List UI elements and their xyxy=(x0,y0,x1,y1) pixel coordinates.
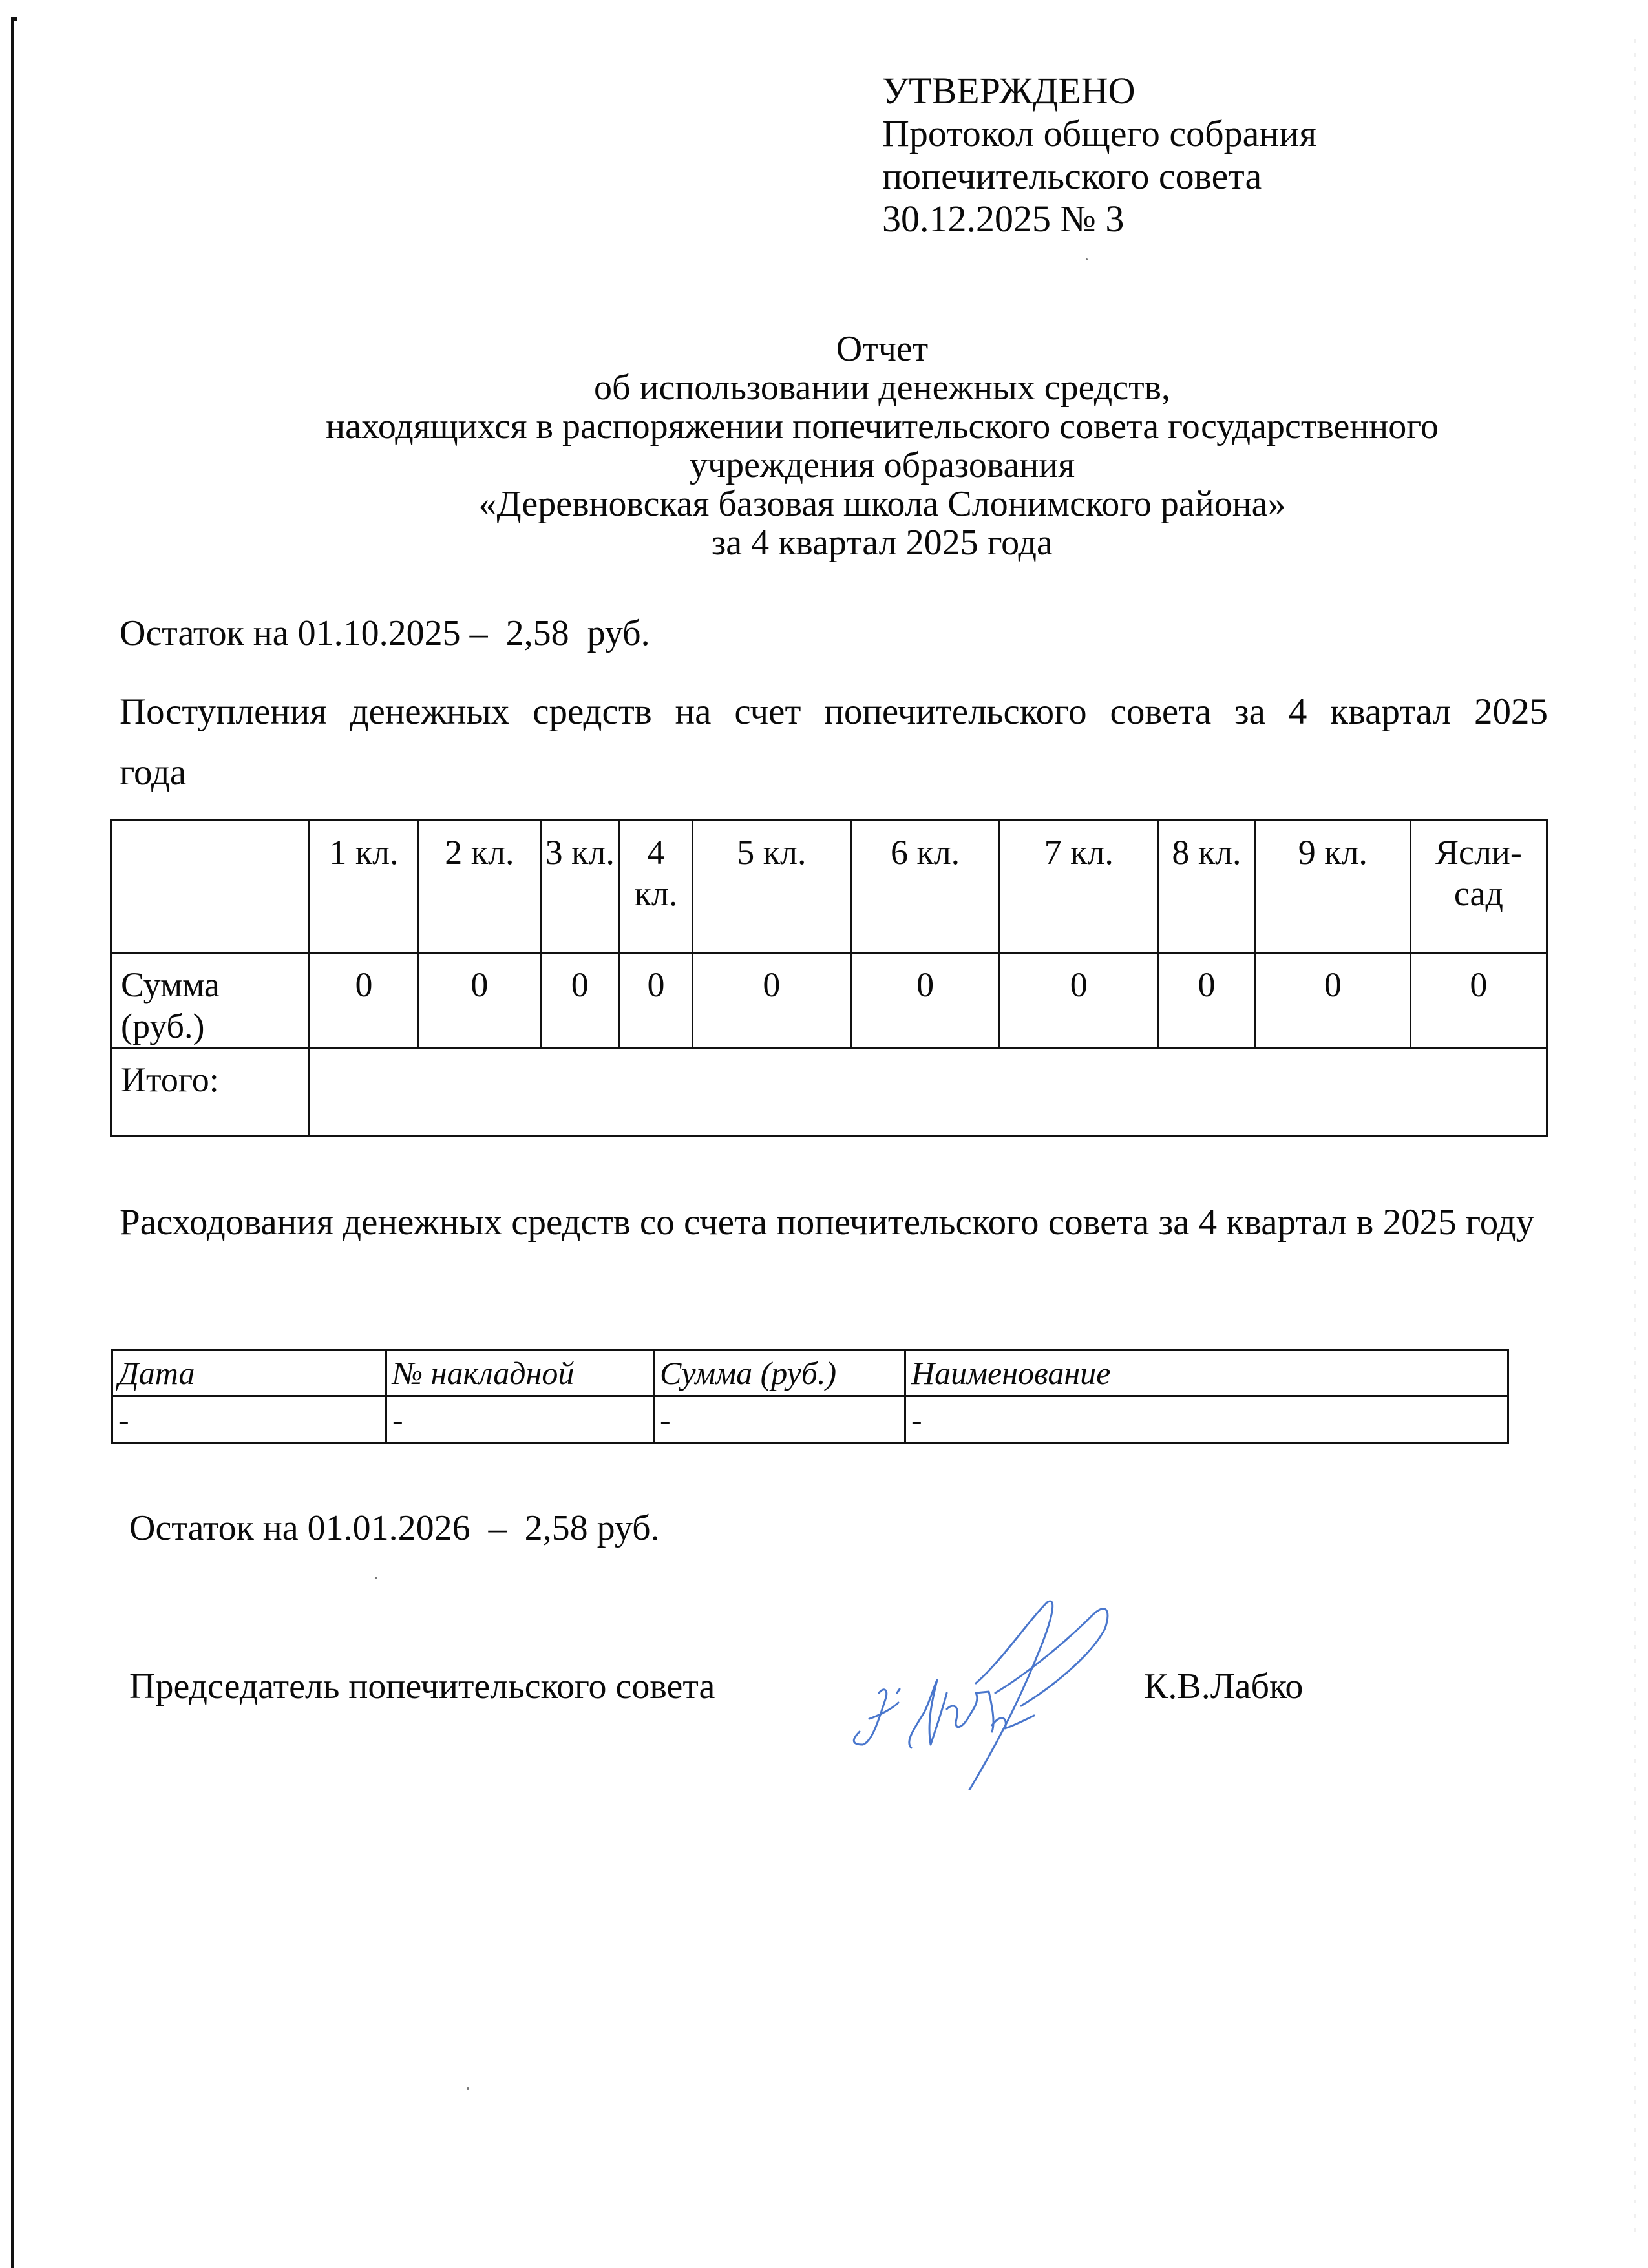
income-header-cell: 5 кл. xyxy=(693,821,851,953)
income-header-cell: 2 кл. xyxy=(419,821,540,953)
signer-name: К.В.Лабко xyxy=(1144,1666,1304,1706)
sum-row-label: Сумма (руб.) xyxy=(111,953,310,1048)
expense-heading: Расходования денежных средств со счета попечительского совета за 4 квартал в 2025 году xyxy=(120,1202,1535,1243)
title-line: Отчет xyxy=(836,329,929,369)
expense-row xyxy=(112,1396,1508,1444)
title-line: находящихся в распоряжении попечительского совета государственного xyxy=(326,406,1439,446)
expense-cell-date: - xyxy=(112,1396,386,1444)
opening-balance: Остаток на 01.10.2025 – 2,58 руб. xyxy=(120,613,650,653)
sum-cell: 0 xyxy=(1255,953,1410,1048)
sum-cell: 0 xyxy=(619,953,692,1048)
sum-cell: 0 xyxy=(1158,953,1256,1048)
income-header-cell: 8 кл. xyxy=(1158,821,1256,953)
income-header-cell: 6 кл. xyxy=(850,821,1000,953)
income-header-row xyxy=(111,821,1547,953)
expense-header-date: Дата xyxy=(112,1350,386,1396)
income-header-cell xyxy=(111,821,310,953)
income-header-cell: 9 кл. xyxy=(1255,821,1410,953)
total-row-label: Итого: xyxy=(111,1048,310,1137)
sum-cell: 0 xyxy=(540,953,619,1048)
report-title xyxy=(110,330,1648,562)
expense-table xyxy=(111,1349,1509,1444)
income-table xyxy=(110,819,1548,1137)
scan-speck xyxy=(467,2087,469,2090)
approval-date-number: 30.12.2025 № 3 xyxy=(882,198,1125,240)
total-value xyxy=(309,1048,1547,1137)
income-header-cell: Ясли-сад xyxy=(1410,821,1547,953)
closing-balance: Остаток на 01.01.2026 – 2,58 руб. xyxy=(129,1508,660,1548)
expense-header-amount: Сумма (руб.) xyxy=(654,1350,905,1396)
income-header-cell: 3 кл. xyxy=(540,821,619,953)
expense-header-row xyxy=(112,1350,1508,1396)
expense-header-invoice: № накладной xyxy=(386,1350,654,1396)
approval-protocol-line2: попечительского совета xyxy=(882,155,1262,197)
approval-stamp xyxy=(882,70,1316,240)
scan-border-left xyxy=(11,17,14,2268)
sum-cell: 0 xyxy=(1410,953,1547,1048)
title-line: «Деревновская базовая школа Слонимского района» xyxy=(478,484,1286,524)
handwritten-signature-icon xyxy=(834,1596,1170,1790)
income-sum-row xyxy=(111,953,1547,1048)
expense-header-name: Наименование xyxy=(905,1350,1508,1396)
signer-position: Председатель попечительского совета xyxy=(129,1666,715,1706)
sum-cell: 0 xyxy=(419,953,540,1048)
expense-cell-name: - xyxy=(905,1396,1508,1444)
expense-cell-amount: - xyxy=(654,1396,905,1444)
scan-speck xyxy=(375,1577,377,1579)
sum-cell: 0 xyxy=(1000,953,1158,1048)
income-header-cell: 4 кл. xyxy=(619,821,692,953)
income-total-row xyxy=(111,1048,1547,1137)
income-heading: Поступления денежных средств на счет попечительского совета за 4 квартал 2025 года xyxy=(120,691,1548,793)
income-header-cell: 1 кл. xyxy=(309,821,418,953)
sum-cell: 0 xyxy=(693,953,851,1048)
title-line: учреждения образования xyxy=(689,445,1075,485)
scan-speck xyxy=(1086,258,1088,260)
approval-protocol-line1: Протокол общего собрания xyxy=(882,112,1317,154)
title-line: об использовании денежных средств, xyxy=(594,368,1170,408)
approval-label: УТВЕРЖДЕНО xyxy=(882,70,1136,112)
sum-cell: 0 xyxy=(309,953,418,1048)
title-line: за 4 квартал 2025 года xyxy=(712,523,1053,563)
income-header-cell: 7 кл. xyxy=(1000,821,1158,953)
sum-cell: 0 xyxy=(850,953,1000,1048)
expense-cell-invoice: - xyxy=(386,1396,654,1444)
